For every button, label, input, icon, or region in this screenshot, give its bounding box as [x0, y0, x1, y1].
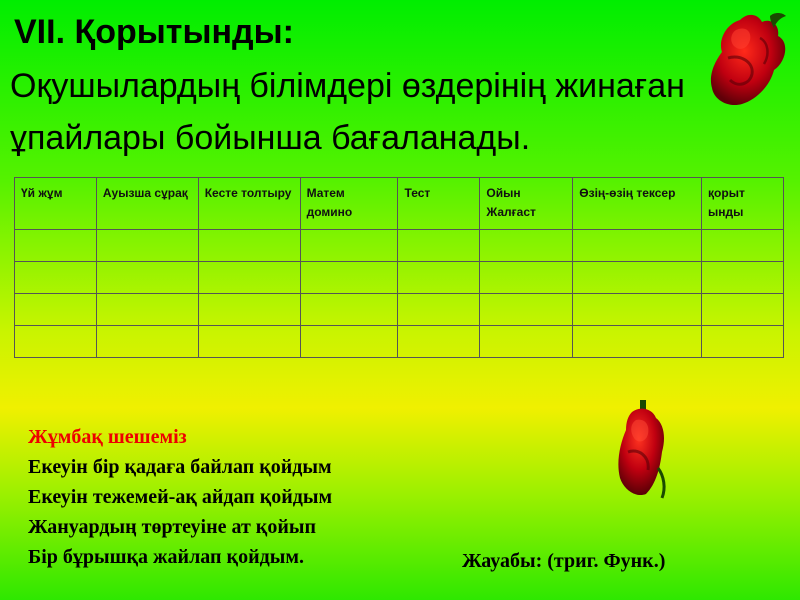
table-row: [15, 294, 784, 326]
column-header: Ойын Жалғаст: [480, 178, 573, 230]
table-cell: [480, 294, 573, 326]
table-cell: [702, 294, 784, 326]
table-cell: [96, 294, 198, 326]
column-header: Үй жұм: [15, 178, 97, 230]
rose-icon: [700, 8, 794, 112]
riddle-block: [28, 422, 332, 572]
riddle-heading: Жұмбақ шешеміз: [28, 426, 187, 448]
column-header: Өзің-өзің тексер: [573, 178, 702, 230]
table-cell: [15, 326, 97, 358]
column-header: Ауызша сұрақ: [96, 178, 198, 230]
table-cell: [480, 326, 573, 358]
table-cell: [198, 262, 300, 294]
riddle-line: Екеуін бір қадаға байлап қойдым: [28, 456, 332, 478]
table-cell: [398, 262, 480, 294]
riddle-line: Бір бұрышқа жайлап қойдым.: [28, 546, 304, 568]
table-row: [15, 326, 784, 358]
table-cell: [15, 262, 97, 294]
table-cell: [573, 326, 702, 358]
table-cell: [198, 294, 300, 326]
table-cell: [702, 326, 784, 358]
slide-subtitle: Оқушылардың білімдері өздерінің жинаған ұпайлары бойынша бағаланады.: [10, 67, 685, 157]
table-cell: [573, 230, 702, 262]
column-header: қорыт ынды: [702, 178, 784, 230]
table-cell: [702, 230, 784, 262]
table-header-row: [15, 178, 784, 230]
table-cell: [702, 262, 784, 294]
table-cell: [15, 230, 97, 262]
column-header: Матем домино: [300, 178, 398, 230]
table-cell: [198, 326, 300, 358]
rose-icon: [606, 398, 678, 500]
table-row: [15, 262, 784, 294]
table-cell: [573, 294, 702, 326]
table-cell: [398, 326, 480, 358]
table-cell: [398, 230, 480, 262]
riddle-answer: Жауабы: (триг. Функ.): [462, 550, 666, 572]
table-cell: [96, 326, 198, 358]
table-cell: [300, 326, 398, 358]
score-table: [14, 177, 784, 358]
column-header: Кесте толтыру: [198, 178, 300, 230]
table-cell: [573, 262, 702, 294]
table-cell: [398, 294, 480, 326]
table-cell: [480, 262, 573, 294]
riddle-line: Жануардың төртеуіне ат қойып: [28, 516, 316, 538]
table-cell: [300, 230, 398, 262]
table-cell: [198, 230, 300, 262]
riddle-line: Екеуін тежемей-ақ айдап қойдым: [28, 486, 333, 508]
table-cell: [15, 294, 97, 326]
table-cell: [300, 294, 398, 326]
table-cell: [300, 262, 398, 294]
table-cell: [480, 230, 573, 262]
table-cell: [96, 262, 198, 294]
table-row: [15, 230, 784, 262]
column-header: Тест: [398, 178, 480, 230]
slide-title: VII. Қорытынды:: [14, 13, 294, 51]
table-cell: [96, 230, 198, 262]
